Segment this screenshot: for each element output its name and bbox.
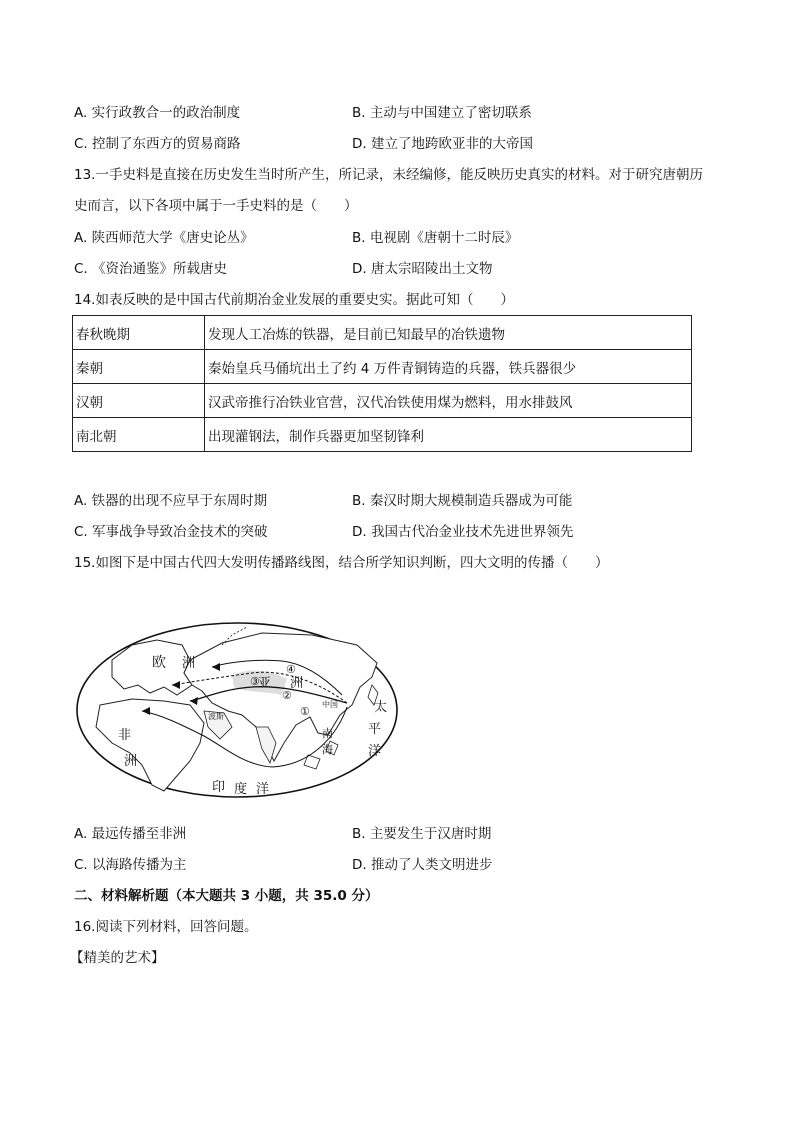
q14-option-a: A. 铁器的出现不应早于东周时期 [74,493,268,509]
q15-option-b: B. 主要发生于汉唐时期 [352,826,492,842]
q15-stem: 15.如图下是中国古代四大发明传播路线图，结合所学知识判断，四大文明的传播（ ） [74,555,609,571]
label-route-2: ② [282,689,292,702]
q13-option-a: A. 陕西师范大学《唐史论丛》 [74,230,254,246]
label-southsea-1: 南 [322,727,333,740]
section2-subheading: 【精美的艺术】 [70,950,165,966]
q15-option-d: D. 推动了人类文明进步 [352,857,493,873]
label-route-1: ① [300,705,310,718]
section2-heading: 二、材料解析题（本大题共 3 小题，共 35.0 分） [74,888,379,904]
q13-option-c: C. 《资治通鉴》所载唐史 [74,261,228,277]
table-row [73,384,692,418]
label-asia-2: 洲 [290,676,304,691]
q13-stem-line2: 史而言，以下各项中属于一手史料的是（ ） [74,198,358,214]
q12-option-b: B. 主动与中国建立了密切联系 [352,105,532,121]
label-indian-3: 洋 [256,782,270,797]
table-row [73,418,692,452]
table-cell-era: 汉朝 [73,384,205,418]
label-route-4: ④ [286,663,296,676]
q13-option-b: B. 电视剧《唐朝十二时辰》 [352,230,519,246]
q14-option-c: C. 军事战争导致冶金技术的突破 [74,524,268,540]
label-southsea-2: 海 [322,743,333,756]
label-persia: 波斯 [208,712,224,721]
label-indian-2: 度 [234,782,248,797]
label-pacific-2: 平 [368,722,382,737]
q14-option-b: B. 秦汉时期大规模制造兵器成为可能 [352,493,573,509]
four-inventions-route-map [72,615,402,805]
q12-option-a: A. 实行政教合一的政治制度 [74,105,241,121]
label-africa-1: 非 [118,728,132,743]
table-cell-fact: 秦始皇兵马俑坑出土了约 4 万件青铜铸造的兵器，铁兵器很少 [205,350,692,384]
table-row [73,350,692,384]
label-africa-2: 洲 [124,754,138,769]
table-cell-era: 南北朝 [73,418,205,452]
label-china: 中国 [322,700,338,709]
label-pacific-1: 太 [374,700,388,715]
q14-option-d: D. 我国古代冶金业技术先进世界领先 [352,524,574,540]
table-cell-fact: 汉武帝推行冶铁业官营，汉代冶铁使用煤为燃料，用水排鼓风 [205,384,692,418]
table-row [73,316,692,350]
q13-stem-line1: 13.一手史料是直接在历史发生当时所产生，所记录，未经编修，能反映历史真实的材料。对于研究唐朝历 [74,167,703,183]
label-indian-1: 印 [212,780,226,795]
table-cell-fact: 出现灌钢法，制作兵器更加坚韧锋利 [205,418,692,452]
label-asia-1: 亚 [258,676,272,691]
table-cell-era: 秦朝 [73,350,205,384]
q14-stem: 14.如表反映的是中国古代前期冶金业发展的重要史实。据此可知（ ） [74,292,514,308]
metallurgy-table [72,315,692,452]
q12-option-d: D. 建立了地跨欧亚非的大帝国 [352,136,533,152]
table-cell-fact: 发现人工冶炼的铁器，是目前已知最早的冶铁遗物 [205,316,692,350]
table-cell-era: 春秋晚期 [73,316,205,350]
label-europe-2: 洲 [182,656,196,671]
label-route-3: ③ [250,675,260,688]
q15-option-a: A. 最远传播至非洲 [74,826,187,842]
q16-stem: 16.阅读下列材料，回答问题。 [74,919,258,935]
route-map-svg [72,615,402,805]
q13-option-d: D. 唐太宗昭陵出土文物 [352,261,493,277]
label-pacific-3: 洋 [368,744,382,759]
q12-option-c: C. 控制了东西方的贸易商路 [74,136,241,152]
q15-option-c: C. 以海路传播为主 [74,857,187,873]
label-europe-1: 欧 [152,655,166,671]
